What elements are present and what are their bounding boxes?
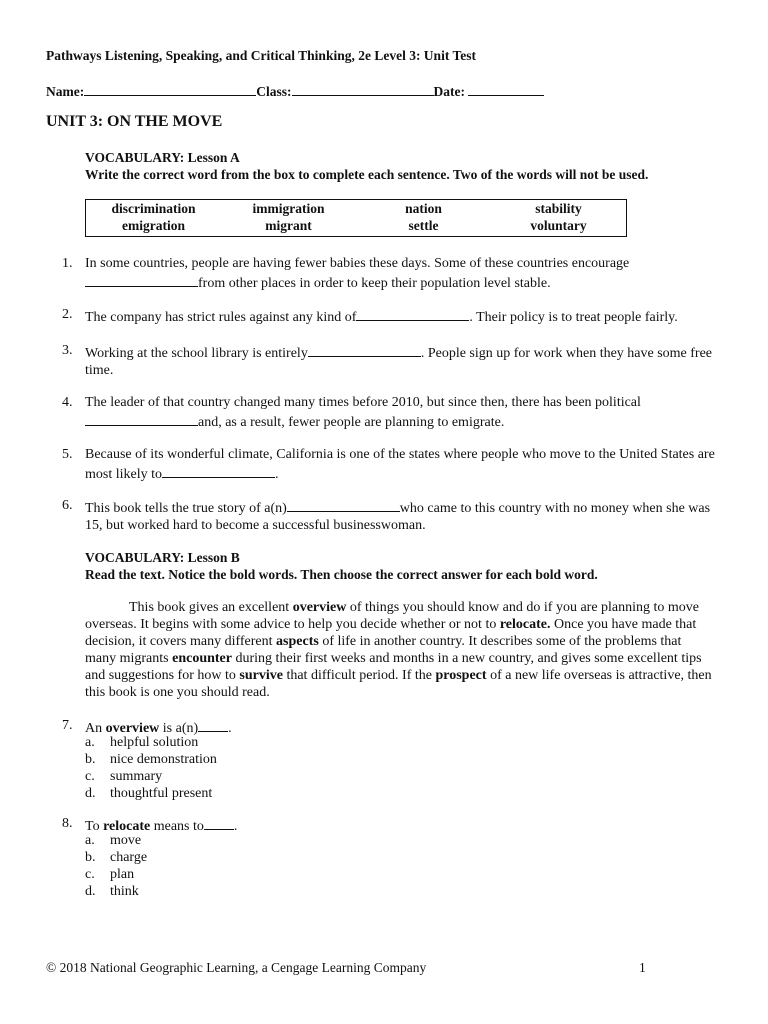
- question-text: This book tells the true story of a(n): [85, 501, 287, 516]
- option-letter: c.: [85, 867, 95, 882]
- answer-blank[interactable]: [85, 411, 198, 426]
- option-letter: b.: [85, 850, 96, 865]
- student-info-row: [46, 81, 544, 100]
- word-box-item: emigration: [122, 218, 185, 233]
- unit-title: UNIT 3: ON THE MOVE: [46, 113, 223, 130]
- page-number: 1: [639, 960, 646, 975]
- answer-blank[interactable]: [85, 272, 198, 287]
- option-text: charge: [110, 850, 148, 865]
- section-a-title: VOCABULARY: Lesson A: [85, 150, 240, 165]
- option-text: nice demonstration: [110, 752, 217, 767]
- question-text: . Their policy is to treat people fairly.: [469, 310, 678, 325]
- option-text: summary: [110, 769, 163, 784]
- word-box-item: nation: [405, 201, 442, 216]
- passage-text: of life in another country. It describes some of the problems that many migrants: [85, 634, 682, 666]
- answer-blank[interactable]: [287, 497, 400, 512]
- passage-text: This book gives an excellent: [129, 600, 293, 615]
- question-number: 7.: [62, 718, 73, 733]
- question-number: 2.: [62, 307, 73, 322]
- date-blank[interactable]: [468, 81, 544, 96]
- answer-blank[interactable]: [162, 463, 275, 478]
- passage-bold-word: encounter: [172, 651, 232, 666]
- option-text: think: [110, 884, 139, 899]
- question-text: . People sign up for work when they have some free time.: [85, 346, 713, 378]
- word-box-item: migrant: [265, 218, 312, 233]
- word-box-item: discrimination: [111, 201, 196, 216]
- question-bold-word: overview: [105, 721, 160, 736]
- passage-text: of things you should know and do if you are planning to move overseas. It begins with some advice to help you decide whether or not to: [85, 600, 700, 632]
- section-b-instructions: Read the text. Notice the bold words. Then choose the correct answer for each bold word.: [85, 567, 598, 582]
- answer-blank[interactable]: [198, 717, 228, 732]
- option-letter: d.: [85, 884, 96, 899]
- question-text: who came to this country with no money when she was 15, but worked hard to become a successful businesswoman.: [85, 501, 711, 533]
- name-label: Name:: [46, 84, 85, 99]
- question-number: 1.: [62, 256, 73, 271]
- question-text: is a(n): [159, 721, 199, 736]
- passage-bold-word: prospect: [435, 668, 487, 683]
- word-box-item: settle: [408, 218, 439, 233]
- section-a-instructions: Write the correct word from the box to complete each sentence. Two of the words will not be used.: [85, 167, 649, 182]
- answer-blank[interactable]: [356, 306, 469, 321]
- option-letter: c.: [85, 769, 95, 784]
- section-b-title: VOCABULARY: Lesson B: [85, 550, 240, 565]
- question-number: 8.: [62, 816, 73, 831]
- word-box-item: immigration: [252, 201, 325, 216]
- passage-text: during their first weeks and months in a new country, and gives some excellent tips and suggestions for how to: [85, 651, 702, 683]
- option-text: thoughtful present: [110, 786, 213, 801]
- question-text: The company has strict rules against any kind of: [85, 310, 357, 325]
- question-text: The leader of that country changed many times before 2010, but since then, there has been political: [85, 395, 641, 410]
- word-box: [85, 199, 627, 237]
- question-number: 3.: [62, 343, 73, 358]
- passage-bold-word: survive: [239, 668, 283, 683]
- copyright-footer: © 2018 National Geographic Learning, a Cengage Learning Company: [46, 960, 427, 975]
- date-label: Date:: [433, 84, 465, 99]
- question-number: 4.: [62, 395, 73, 410]
- option-letter: d.: [85, 786, 96, 801]
- option-text: helpful solution: [110, 735, 199, 750]
- passage-text: that difficult period. If the: [282, 668, 436, 683]
- question-text: means to: [150, 819, 204, 834]
- question-text: Because of its wonderful climate, California is one of the states where people who move to the United States are most likely to: [85, 447, 715, 482]
- question-text: from other places in order to keep their population level stable.: [198, 276, 551, 291]
- reading-passage: [85, 599, 715, 701]
- option-letter: a.: [85, 735, 95, 750]
- question-bold-word: relocate: [103, 819, 151, 834]
- question-text: and, as a result, fewer people are planning to emigrate.: [198, 415, 505, 430]
- question-text: Working at the school library is entirely: [85, 346, 308, 361]
- question-text: An: [85, 721, 106, 736]
- class-blank[interactable]: [292, 81, 434, 96]
- question-text: In some countries, people are having fewer babies these days. Some of these countries encourage: [85, 256, 630, 271]
- question-text: To: [85, 819, 104, 834]
- test-title: Pathways Listening, Speaking, and Critical Thinking, 2e Level 3: Unit Test: [46, 48, 476, 63]
- word-box-item: voluntary: [530, 218, 587, 233]
- passage-bold-word: overview: [292, 600, 347, 615]
- option-text: move: [110, 833, 142, 848]
- option-letter: b.: [85, 752, 96, 767]
- name-blank[interactable]: [84, 81, 256, 96]
- class-label: Class:: [256, 84, 292, 99]
- option-letter: a.: [85, 833, 95, 848]
- passage-bold-word: aspects: [276, 634, 319, 649]
- option-text: plan: [110, 867, 135, 882]
- passage-text: Once you have made that decision, it covers many different: [85, 617, 697, 649]
- question-number: 6.: [62, 498, 73, 513]
- question-text: .: [275, 467, 279, 482]
- passage-text: of a new life overseas is attractive, then this book is one you should read.: [85, 668, 712, 700]
- word-box-item: stability: [535, 201, 582, 216]
- question-number: 5.: [62, 447, 73, 462]
- answer-blank[interactable]: [308, 342, 421, 357]
- passage-bold-word: relocate.: [499, 617, 551, 632]
- question-text: .: [233, 819, 238, 834]
- answer-blank[interactable]: [204, 815, 234, 830]
- question-text: .: [228, 721, 232, 736]
